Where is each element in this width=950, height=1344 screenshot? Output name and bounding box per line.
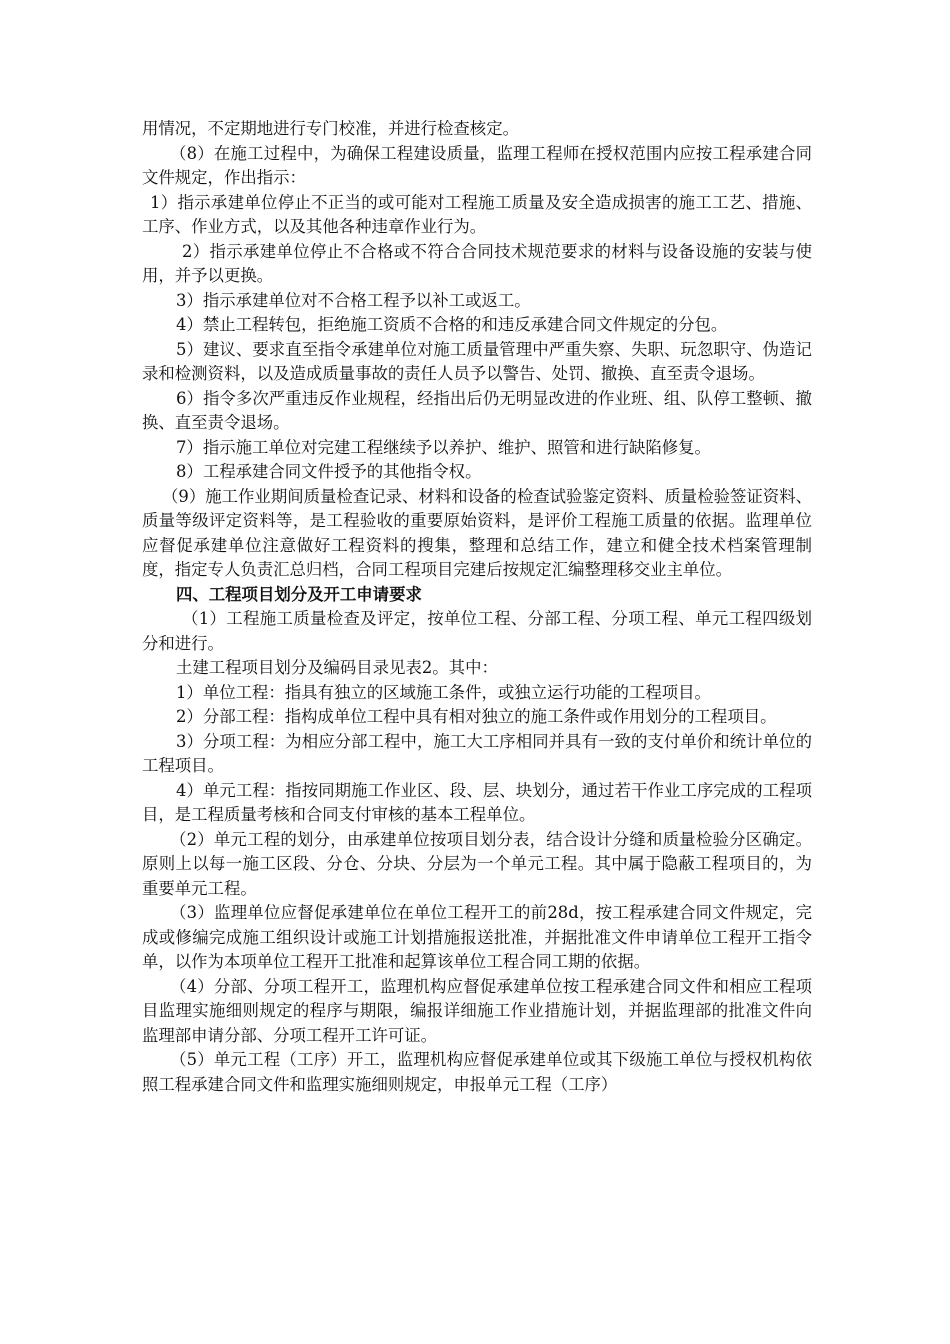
paragraph-subitem-project: 3）分项工程：为相应分部工程中，施工大工序相同并具有一致的支付单价和统计单位的工程项目。 [142,731,812,775]
paragraph-sub-2: 2）指示承建单位停止不合格或不符合合同技术规范要求的材料与设备设施的安装与使用，并予以更换。 [142,241,812,285]
paragraph-division-project: 2）分部工程：指构成单位工程中具有相对独立的施工条件或作用划分的工程项目。 [176,707,777,726]
paragraph-sub-5: 5）建议、要求直至指令承建单位对施工质量管理中严重失察、失职、玩忽职守、伪造记录和检测资料，以及造成质量事故的责任人员予以警告、处罚、撤换、直至责令退场。 [142,339,812,383]
paragraph-item-9: （9）施工作业期间质量检查记录、材料和设备的检查试验鉴定资料、质量检验签证资料、质量等级评定资料等，是工程验收的重要原始资料，是评价工程施工质量的依据。监理单位应督促承建单位注意做好工程资料的搜集，整理和总结工作，建立和健全技术档案管理制度，指定专人负责汇总归档，合同工程项目完建后按规定汇编整理移交业主单位。 [142,486,812,579]
paragraph-sub-4: 4）禁止工程转包，拒绝施工资质不合格的和违反承建合同文件规定的分包。 [176,315,728,334]
paragraph-section4-item-5: （5）单元工程（工序）开工，监理机构应督促承建单位或其下级施工单位与授权机构依照工程承建合同文件和监理实施细则规定，申报单元工程（工序） [142,1050,812,1094]
paragraph-sub-7: 7）指示施工单位对完建工程继续予以养护、维护、照管和进行缺陷修复。 [176,437,711,457]
paragraph-section4-item-4: （4）分部、分项工程开工，监理机构应督促承建单位按工程承建合同文件和相应工程项目监理实施细则规定的程序与期限，编报详细施工作业措施计划，并据监理部的批准文件向监理部申请分部、分项工程开工许可证。 [142,976,812,1045]
paragraph-item-8: （8）在施工过程中，为确保工程建设质量，监理工程师在授权范围内应按工程承建合同文件规定，作出指示： [142,143,812,187]
paragraph-section4-item-2: （2）单元工程的划分，由承建单位按项目划分表，结合设计分缝和质量检验分区确定。原则上以每一施工区段、分仓、分块、分层为一个单元工程。其中属于隐蔽工程项目的，为重要单元工程。 [142,829,812,898]
paragraph-section4-item-3: （3）监理单位应督促承建单位在单位工程开工的前28d，按工程承建合同文件规定，完成或修编完成施工组织设计或施工计划措施报送批准，并据批准文件申请单位工程开工指令单，以作为本项单位工程开工批准和起算该单位工程合同工期的依据。 [142,903,812,971]
paragraph-table-reference: 土建工程项目划分及编码目录见表2。其中： [176,658,498,677]
document-page [142,117,812,1097]
section-heading: 四、工程项目划分及开工申请要求 [176,584,422,604]
paragraph-element-project: 4）单元工程：指按同期施工作业区、段、层、块划分，通过若干作业工序完成的工程项目，是工程质量考核和合同支付审核的基本工程单位。 [142,780,812,824]
paragraph-section4-item-1: （1）工程施工质量检查及评定，按单位工程、分部工程、分项工程、单元工程四级划分和进行。 [142,609,812,653]
paragraph-sub-6: 6）指令多次严重违反作业规程，经指出后仍无明显改进的作业班、组、队停工整顿、撤换、直至责令退场。 [142,388,812,432]
paragraph-continuation: 用情况，不定期地进行专门校准，并进行检查核定。 [142,119,519,138]
paragraph-sub-3: 3）指示承建单位对不合格工程予以补工或返工。 [176,290,531,310]
paragraph-unit-project: 1）单位工程：指具有独立的区域施工条件，或独立运行功能的工程项目。 [176,682,711,702]
paragraph-sub-8: 8）工程承建合同文件授予的其他指令权。 [176,462,482,481]
paragraph-sub-1: 1）指示承建单位停止不正当的或可能对工程施工质量及安全造成损害的施工工艺、措施、工序、作业方式，以及其他各种违章作业行为。 [142,192,812,236]
